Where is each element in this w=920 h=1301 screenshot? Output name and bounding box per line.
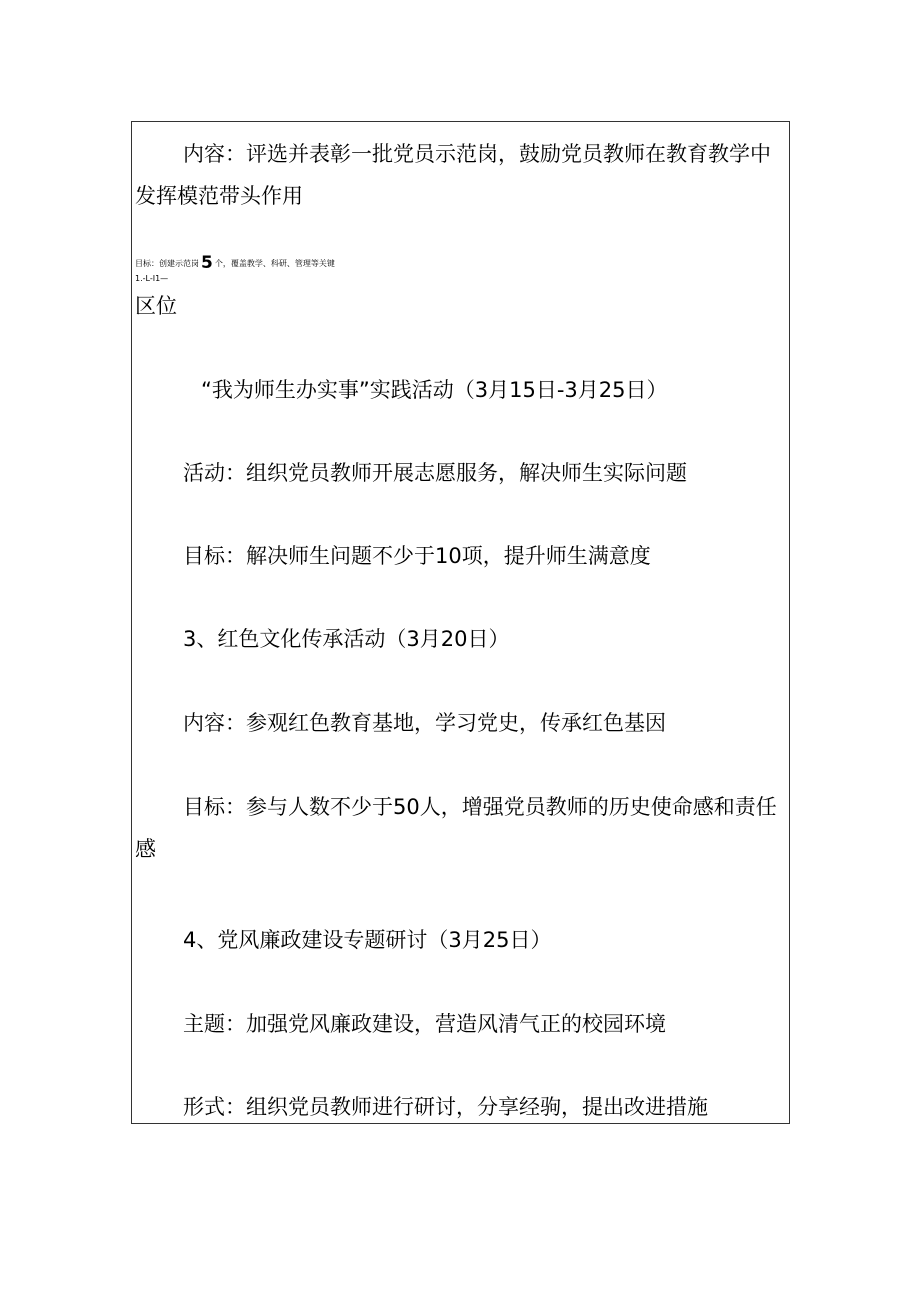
heading-red-culture: 3、红色文化传承活动（3月20日） [183,627,510,651]
paragraph-form: 形式：组织党员教师进行研讨，分享经驹，提出改进措施 [183,1095,708,1119]
paragraph-activity: 活动：组织党员教师开展志愿服务，解决师生实际问题 [183,461,687,485]
paragraph-target-red: 目标：参与人数不少于50人，增强党员教师的历史使命感和责任感 [135,795,777,861]
small-note-suffix: 个，覆盖教学、科研、管理等关键 [214,259,335,268]
paragraph-content-red: 内容：参观红色教育基地，学习党史，传承红色基因 [183,711,666,735]
paragraph-quwei: 区位 [135,294,177,318]
paragraph-theme: 主题：加强党风廉政建设，营造风清气正的校园环境 [183,1012,666,1036]
heading-integrity-seminar: 4、党风廉政建设专题研讨（3月25日） [183,928,552,952]
paragraph-target-service: 目标：解决师生问题不少于10项，提升师生满意度 [183,544,651,568]
small-note-prefix: 目标：创建示范岗 [135,259,199,268]
small-target-note [135,253,335,273]
small-note-number: 5 [201,253,213,273]
heading-service-activity: “我为师生办实事”实践活动（3月15日-3月25日） [201,378,668,402]
paragraph-content-award: 内容：评选并表彰一批党员示范岗，鼓励党员教师在教育教学中发挥模范带头作用 [135,142,771,208]
small-code-line: 1.-L-I1— [135,274,169,283]
